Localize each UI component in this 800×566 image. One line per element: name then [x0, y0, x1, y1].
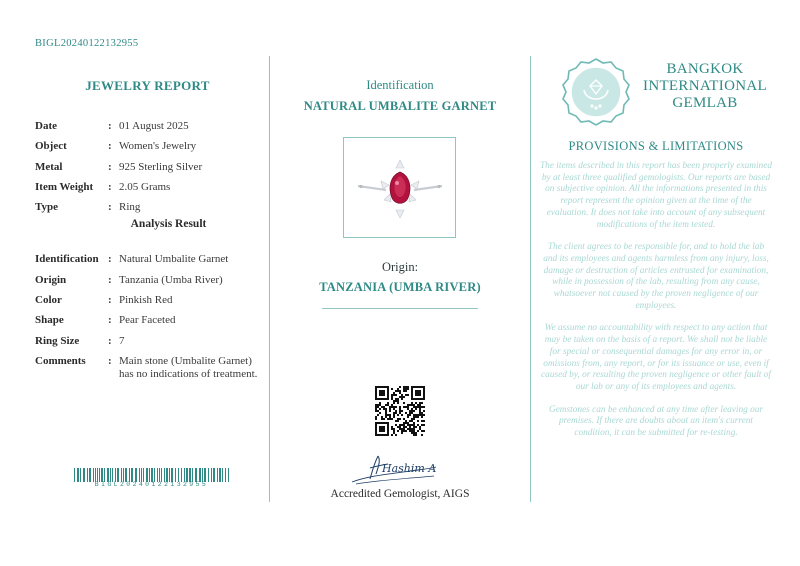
- analysis-value: Natural Umbalite Garnet: [119, 253, 229, 266]
- analysis-sep: :: [108, 334, 112, 347]
- analysis-row: [35, 290, 270, 310]
- analysis-key: Shape: [35, 314, 64, 327]
- analysis-key: Origin: [35, 273, 67, 286]
- lab-seal-icon: [562, 58, 630, 126]
- origin-value: TANZANIA (UMBA RIVER): [319, 280, 481, 294]
- field-row: [35, 136, 270, 156]
- identification-value: NATURAL UMBALITE GARNET: [303, 99, 497, 113]
- identification-label: Identification: [366, 78, 434, 92]
- analysis-sep: :: [108, 273, 112, 286]
- barcode-text: BIGL20240122132955: [94, 481, 209, 488]
- analysis-row: [35, 270, 270, 290]
- field-row: [35, 197, 270, 217]
- qr-code-icon[interactable]: [375, 386, 425, 436]
- field-key: Object: [35, 140, 67, 153]
- analysis-value: Pear Faceted: [119, 314, 176, 327]
- report-title: JEWELRY REPORT: [85, 78, 210, 93]
- analysis-row: [35, 331, 270, 351]
- report-id: BIGL20240122132955: [35, 38, 139, 49]
- field-value: 925 Sterling Silver: [119, 160, 203, 173]
- field-value: Ring: [119, 201, 141, 214]
- field-sep: :: [108, 180, 112, 193]
- field-sep: :: [108, 201, 112, 214]
- field-value: Women's Jewelry: [119, 140, 197, 153]
- provision-paragraph: We assume no accountability with respect to any action that may be taken on the basis of a report. We shall not be liable for special or consequential damages for any error in, or omissions from, any report, or for its issuance or use, even if caused by, or resulting the proven negligence or other fault of our lab or any of its employees and agents.: [541, 323, 771, 392]
- gemologist-title: Accredited Gemologist, AIGS: [330, 488, 470, 500]
- analysis-value: 7: [119, 334, 125, 347]
- provision-paragraph: Gemstones can be enhanced at any time after leaving our premises. If there are doubts about an item's current condition, it can be submitted for re-testing.: [548, 404, 764, 439]
- field-value: 01 August 2025: [119, 120, 189, 132]
- signature-text: Hashim A: [382, 462, 437, 475]
- analysis-value: Pinkish Red: [119, 294, 173, 307]
- analysis-fields: [35, 249, 270, 380]
- analysis-row: [35, 249, 270, 269]
- provision-paragraph: The items described in this report has been properly examined by at least three qualified gemologists. Our reports are based on subjective opinion. All the informations presented in this report represent the opinion given at the time of the evaluation. It does not take into account of any subsequent modifications of the item tested.: [540, 161, 772, 230]
- analysis-title: Analysis Result: [130, 218, 207, 231]
- barcode: [74, 468, 229, 482]
- field-row: [35, 157, 270, 177]
- report-details: [35, 78, 270, 381]
- origin-divider: [322, 308, 478, 309]
- analysis-value: Tanzania (Umba River): [119, 273, 223, 286]
- field-value: 2.05 Grams: [119, 180, 171, 193]
- analysis-key: Color: [35, 294, 62, 307]
- provisions-title: PROVISIONS & LIMITATIONS: [568, 139, 744, 153]
- analysis-key: Ring Size: [35, 334, 80, 347]
- field-key: Metal: [35, 160, 63, 173]
- provisions-body: [540, 161, 772, 451]
- signature: [348, 446, 438, 491]
- analysis-sep: :: [108, 294, 112, 307]
- field-sep: :: [108, 120, 112, 132]
- origin-label: Origin:: [381, 260, 419, 274]
- field-key: Item Weight: [35, 180, 94, 193]
- analysis-sep: :: [108, 314, 112, 327]
- field-row: [35, 116, 270, 136]
- field-key: Type: [35, 201, 59, 214]
- lab-name-line: GEMLAB: [672, 95, 738, 111]
- lab-panel: [540, 58, 772, 498]
- analysis-value: Main stone (Umbalite Garnet) has no indications of treatment.: [119, 354, 258, 380]
- lab-name-line: BANGKOK: [666, 61, 744, 77]
- analysis-row: [35, 310, 270, 330]
- analysis-key: Comments: [35, 354, 86, 367]
- general-fields: [35, 116, 270, 217]
- analysis-key: Identification: [35, 253, 99, 266]
- lab-name-line: INTERNATIONAL: [643, 78, 767, 94]
- identification-panel: [272, 78, 528, 518]
- ring-photo: [343, 137, 456, 238]
- analysis-row: [35, 351, 270, 381]
- analysis-sep: :: [108, 253, 112, 266]
- field-row: [35, 177, 270, 197]
- field-sep: :: [108, 160, 112, 173]
- field-sep: :: [108, 140, 112, 153]
- lab-name: [636, 61, 774, 112]
- provision-paragraph: The client agrees to be responsible for, and to hold the lab and its employees and agents harmless from any injury, loss, damage or destruction of articles entrusted for examination, while in possession of the lab, resulting from any cause, whatsoever not caused by the proven negligence of our employees.: [543, 242, 769, 311]
- column-divider-right: [530, 56, 531, 502]
- field-key: Date: [35, 120, 57, 132]
- analysis-sep: :: [108, 354, 112, 367]
